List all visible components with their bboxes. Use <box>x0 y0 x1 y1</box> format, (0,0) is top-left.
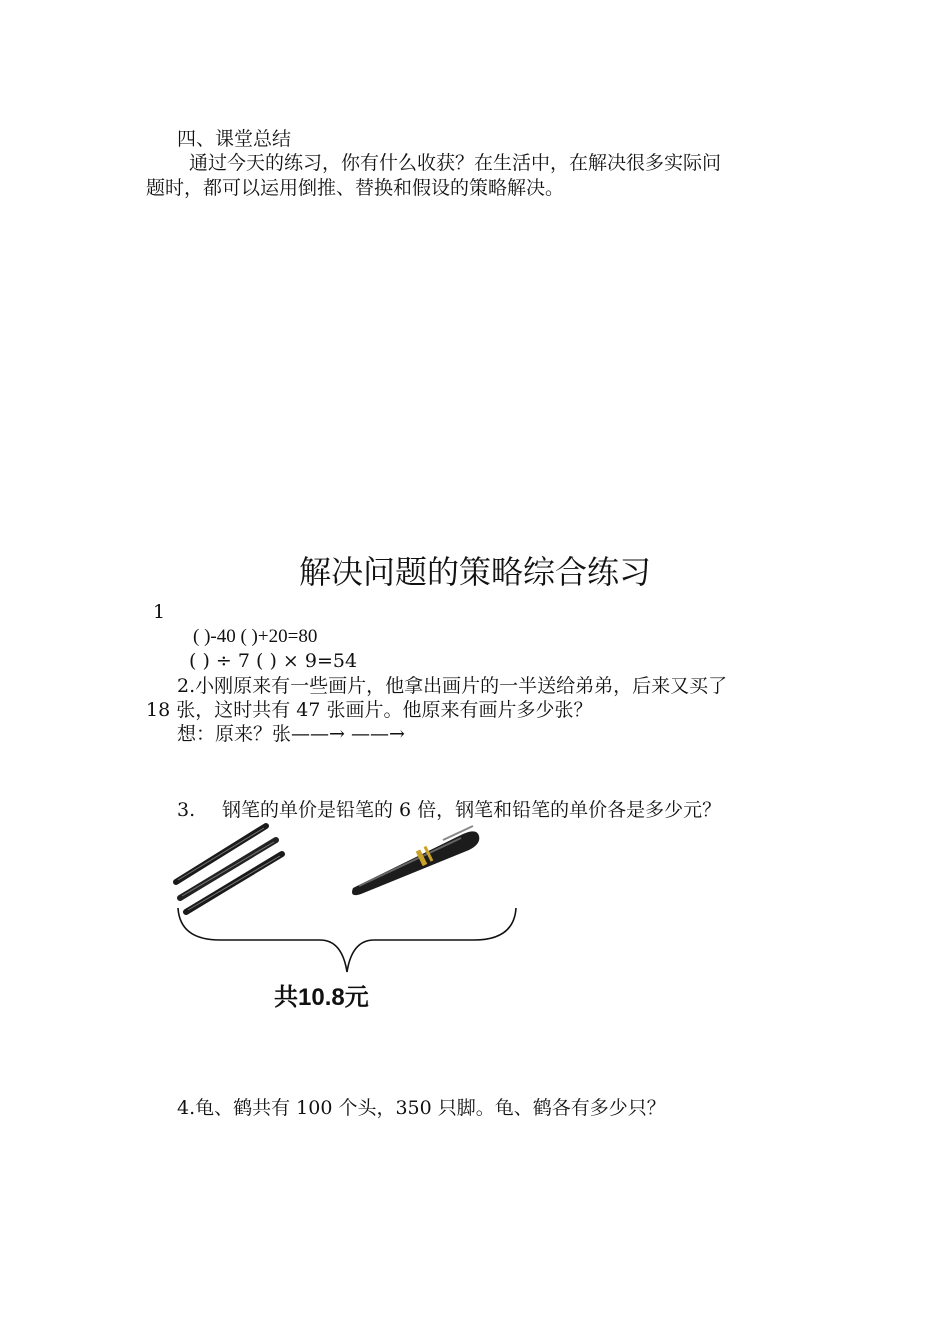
summary-paragraph-line1: 通过今天的练习，你有什么收获？在生活中，在解决很多实际问 <box>189 152 722 174</box>
total-price-label: 共10.8元 <box>274 984 369 1011</box>
question-2-hint: 想：原来？张——→ ——→ <box>177 723 405 745</box>
summary-paragraph-line2: 题时，都可以运用倒推、替换和假设的策略解决。 <box>146 177 565 199</box>
fountain-pen-icon <box>345 820 485 900</box>
curly-brace <box>170 900 526 978</box>
question-2-line2: 18 张，这时共有 47 张画片。他原来有画片多少张？ <box>146 699 593 721</box>
question-1-equation-2: ( ) ÷ 7 ( ) × 9=54 <box>189 650 358 672</box>
question-1-number: 1 <box>153 601 166 623</box>
question-2-line1: 2.小刚原来有一些画片，他拿出画片的一半送给弟弟，后来又买了 <box>177 675 728 697</box>
page-title: 解决问题的策略综合练习 <box>298 553 651 591</box>
question-4-text: 4.龟、鹤共有 100 个头，350 只脚。龟、鹤各有多少只？ <box>177 1097 666 1119</box>
question-3-number: 3. <box>177 799 196 821</box>
question-1-equation-1: ( )-40 ( )+20=80 <box>193 626 318 647</box>
section-heading: 四、课堂总结 <box>177 128 292 150</box>
question-3-text: 钢笔的单价是铅笔的 6 倍，钢笔和铅笔的单价各是多少元？ <box>222 799 722 821</box>
